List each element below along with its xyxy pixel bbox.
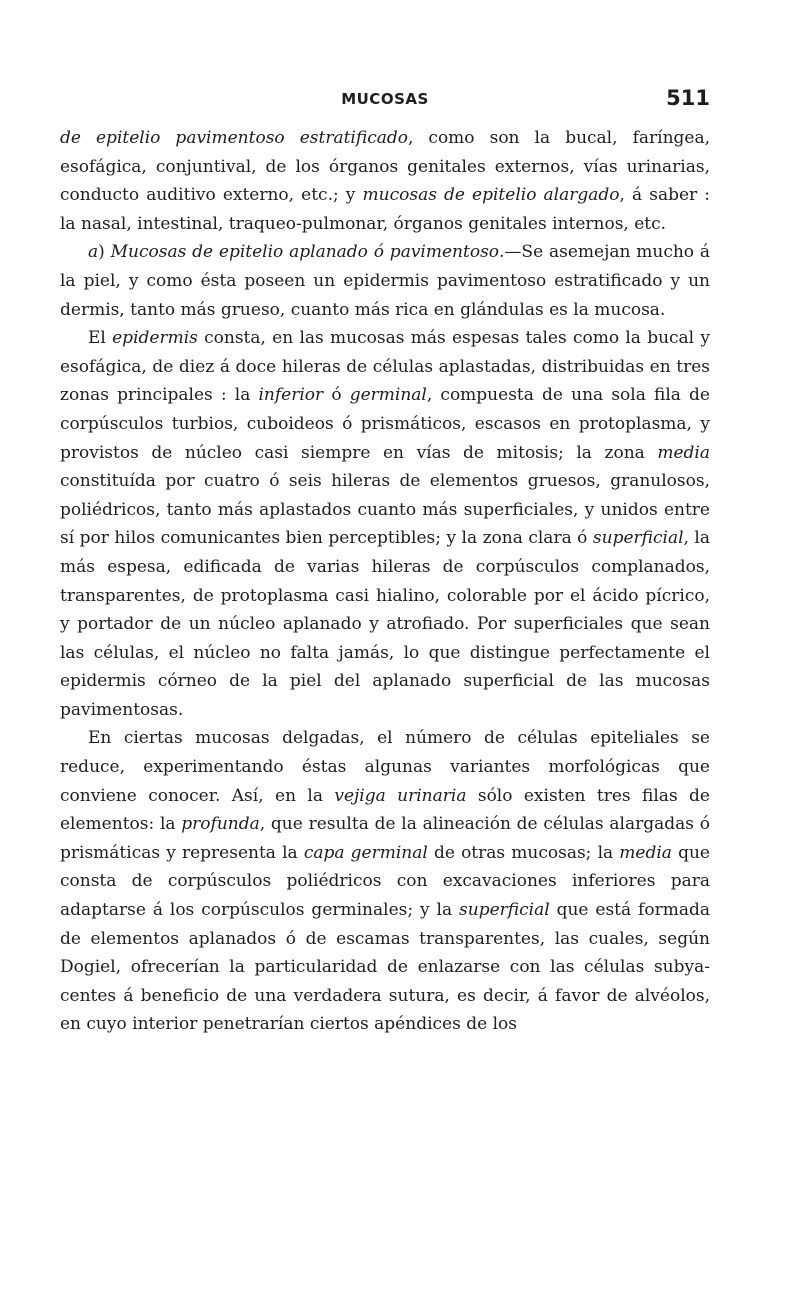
text-span: , la más espesa, edificada de varias hileras de corpúsculos complanados, transparentes, de protoplasma casi hialino, colorable por el ácido pícrico, y portador de un núcleo aplanado y atrofiado. Por superficiales que sean las células, el núcleo no falta jamás, lo que distingue perfectamente el epidermis córneo de la piel del aplanado superficial de las mucosas pavimentosas. bbox=[60, 528, 710, 720]
text-span: El bbox=[88, 328, 113, 349]
text-span: ) bbox=[98, 242, 111, 263]
paragraph bbox=[60, 724, 710, 1039]
text-span-italic: germinal bbox=[349, 385, 427, 406]
text-span: ó bbox=[323, 385, 350, 406]
paragraph bbox=[60, 238, 710, 324]
text-span: sólo existen tres filas de elementos: la bbox=[60, 785, 710, 835]
text-span-italic: de epitelio pavimentoso estratificado bbox=[60, 128, 408, 148]
running-head bbox=[60, 86, 710, 118]
text-span-italic: mucosas de epitelio alargado bbox=[362, 185, 620, 206]
text-span: que está formada de elementos aplanados ó de escamas transparentes, las cuales, según Dogiel, ofrecerían la particularidad de enlazarse con las células subyacentes á beneficio de una verdadera sutura, es decir, á favor de alvéolos, en cuyo interior penetrarían ciertos apéndices de los bbox=[60, 900, 710, 1035]
text-span: En ciertas mucosas delgadas, el número de células epiteliales se reduce, experimentando éstas algunas variantes morfológicas que conviene conocer. Así, en la bbox=[60, 728, 710, 806]
text-span: de otras mucosas; la bbox=[427, 842, 620, 863]
text-span: , que resulta de la alineación de células alargadas ó prismáticas y representa la bbox=[60, 814, 710, 863]
running-title: MUCOSAS bbox=[341, 90, 429, 108]
text-span-italic: superficial bbox=[592, 528, 684, 549]
text-span: consta, en las mucosas más espesas tales como la bucal y esofágica, de diez á doce hileras de células aplastadas, distribuidas en tres zonas principales : la bbox=[60, 328, 710, 406]
text-span-italic: profunda bbox=[181, 814, 260, 835]
page-number: 511 bbox=[666, 86, 710, 110]
text-span: , como son la bucal, faríngea, esofágica, conjuntival, de los órganos genitales externos, vías urinarias, conducto auditivo externo, etc.; y bbox=[60, 128, 710, 206]
text-span-italic: a bbox=[88, 242, 99, 263]
text-span-italic: Mucosas de epitelio aplanado ó pavimentoso bbox=[110, 242, 500, 263]
text-span: , compuesta de una sola fila de corpúsculos turbios, cuboideos ó prismáticos, escasos en protoplasma, y provistos de núcleo casi siempre en vías de mitosis; la zona bbox=[60, 385, 710, 463]
text-span: .—Se asemejan mucho á la piel, y como ésta poseen un epidermis pavimentoso estratificado y un dermis, tanto más grueso, cuanto más rica en glándulas es la mucosa. bbox=[60, 242, 710, 320]
body-text bbox=[60, 124, 710, 1039]
text-span-italic: media bbox=[619, 842, 672, 863]
paragraph bbox=[60, 124, 710, 238]
text-span: constituída por cuatro ó seis hileras de elementos gruesos, granulosos, poliédricos, tanto más aplastados cuanto más superficiales, y unidos entre sí por hilos comunicantes bien perceptibles; y la zona clara ó bbox=[60, 471, 710, 549]
text-span-italic: capa germinal bbox=[303, 842, 428, 863]
paragraph bbox=[60, 324, 710, 724]
text-span: que consta de corpúsculos poliédricos con excavaciones inferiores para adaptarse á los corpúsculos germinales; y la bbox=[60, 842, 710, 921]
text-span: , á saber : la nasal, intestinal, traqueo-pulmonar, órganos genitales internos, etc. bbox=[60, 185, 710, 234]
text-span-italic: inferior bbox=[258, 385, 324, 406]
text-span-italic: superficial bbox=[459, 900, 550, 921]
text-span-italic: vejiga urinaria bbox=[334, 785, 467, 806]
text-span-italic: media bbox=[657, 442, 710, 463]
text-span-italic: epidermis bbox=[112, 328, 198, 349]
